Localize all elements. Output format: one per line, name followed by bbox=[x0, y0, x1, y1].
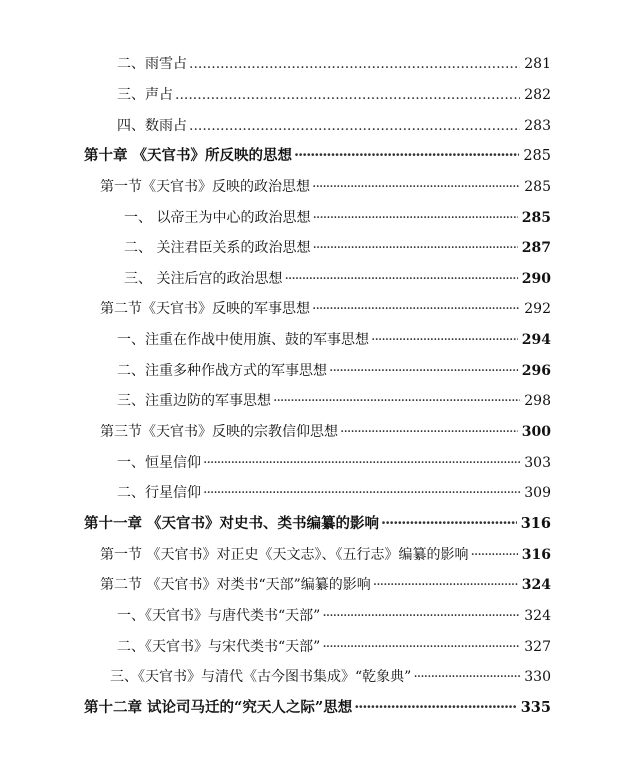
toc-entry-page: 324 bbox=[521, 577, 551, 593]
toc-entry[interactable] bbox=[117, 83, 551, 107]
toc-entry[interactable] bbox=[124, 267, 551, 291]
toc-entry-page: 324 bbox=[524, 608, 551, 624]
toc-chapter-entry[interactable] bbox=[84, 696, 551, 720]
dot-leader bbox=[175, 83, 520, 107]
toc-entry[interactable] bbox=[117, 389, 551, 413]
toc-entry-title: 一、恒星信仰 bbox=[117, 455, 201, 471]
toc-entry-title: 二、雨雪占 bbox=[117, 56, 187, 72]
toc-entry-page: 335 bbox=[520, 699, 551, 716]
toc-entry[interactable] bbox=[117, 328, 551, 352]
toc-entry-title: 第十章 《天官书》所反映的思想 bbox=[84, 147, 293, 164]
toc-section-entry[interactable] bbox=[100, 420, 551, 444]
dot-leader bbox=[312, 206, 517, 230]
dot-leader bbox=[189, 114, 520, 138]
toc-entry-title: 二、行星信仰 bbox=[117, 485, 201, 501]
dot-leader bbox=[354, 696, 516, 720]
toc-section-entry[interactable] bbox=[100, 297, 551, 321]
dot-leader bbox=[312, 236, 517, 260]
toc-entry-title: 二、《天官书》与宋代类书“天部” bbox=[117, 639, 321, 655]
toc-entry-page: 285 bbox=[521, 210, 551, 226]
dot-leader bbox=[203, 451, 520, 475]
toc-entry-title: 一、 以帝王为中心的政治思想 bbox=[124, 210, 311, 226]
toc-entry-page: 327 bbox=[524, 639, 551, 655]
toc-chapter-entry[interactable] bbox=[84, 512, 551, 536]
dot-leader bbox=[340, 420, 518, 444]
toc-entry-page: 287 bbox=[521, 240, 551, 256]
toc-entry[interactable] bbox=[124, 236, 551, 260]
toc-entry-page: 292 bbox=[524, 301, 551, 317]
toc-entry-title: 三、 关注后宫的政治思想 bbox=[124, 271, 283, 287]
toc-entry[interactable] bbox=[117, 114, 551, 138]
dot-leader bbox=[470, 543, 517, 567]
toc-entry-page: 296 bbox=[521, 363, 551, 379]
toc-entry-page: 309 bbox=[524, 485, 551, 501]
dot-leader bbox=[284, 267, 517, 291]
toc-entry-title: 第二节《天官书》反映的军事思想 bbox=[100, 301, 310, 317]
toc-entry[interactable] bbox=[117, 359, 551, 383]
toc-entry-page: 285 bbox=[523, 148, 551, 164]
toc-entry-page: 298 bbox=[524, 393, 551, 409]
toc-entry-page: 282 bbox=[524, 87, 551, 103]
toc-entry-page: 281 bbox=[524, 56, 551, 72]
toc-entry[interactable] bbox=[117, 635, 551, 659]
toc-entry-title: 三、声占 bbox=[117, 87, 173, 103]
toc-entry-title: 二、 关注君臣关系的政治思想 bbox=[124, 240, 311, 256]
toc-entry-title: 四、数雨占 bbox=[117, 118, 187, 134]
toc-entry-page: 285 bbox=[524, 179, 551, 195]
toc-entry-title: 第一节《天官书》反映的政治思想 bbox=[100, 179, 310, 195]
toc-entry-page: 283 bbox=[524, 118, 551, 134]
toc-entry-page: 300 bbox=[521, 424, 551, 440]
toc-entry-page: 294 bbox=[521, 332, 551, 348]
toc-entry[interactable] bbox=[110, 665, 551, 689]
toc-entry-title: 第一节 《天官书》对正史《天文志》、《五行志》编纂的影响 bbox=[100, 547, 469, 563]
toc-entry-page: 303 bbox=[524, 455, 551, 471]
dot-leader bbox=[312, 297, 520, 321]
dot-leader bbox=[322, 635, 520, 659]
toc-entry[interactable] bbox=[124, 206, 551, 230]
dot-leader bbox=[273, 389, 520, 413]
dot-leader bbox=[329, 359, 518, 383]
toc-entry-title: 三、《天官书》与清代《古今图书集成》“乾象典” bbox=[110, 669, 412, 685]
dot-leader bbox=[371, 328, 518, 352]
toc-section-entry[interactable] bbox=[100, 543, 551, 567]
toc-entry-title: 第二节 《天官书》对类书“天部”编纂的影响 bbox=[100, 577, 371, 593]
dot-leader bbox=[413, 665, 520, 689]
dot-leader bbox=[294, 144, 519, 168]
toc-entry-title: 一、《天官书》与唐代类书“天部” bbox=[117, 608, 321, 624]
dot-leader bbox=[203, 481, 520, 505]
dot-leader bbox=[373, 573, 518, 597]
toc-entry-title: 第十二章 试论司马迁的“究天人之际”思想 bbox=[84, 699, 353, 716]
toc-section-entry[interactable] bbox=[100, 573, 551, 597]
toc-entry-page: 290 bbox=[521, 271, 551, 287]
dot-leader bbox=[381, 512, 517, 536]
toc-entry-title: 三、注重边防的军事思想 bbox=[117, 393, 271, 409]
toc-entry-title: 第三节《天官书》反映的宗教信仰思想 bbox=[100, 424, 338, 440]
dot-leader bbox=[189, 52, 520, 76]
toc-entry-title: 一、注重在作战中使用旗、鼓的军事思想 bbox=[117, 332, 369, 348]
toc-entry-page: 330 bbox=[524, 669, 551, 685]
toc-entry-page: 316 bbox=[520, 515, 551, 532]
toc-entry[interactable] bbox=[117, 451, 551, 475]
toc-entry[interactable] bbox=[117, 52, 551, 76]
dot-leader bbox=[312, 175, 520, 199]
toc-section-entry[interactable] bbox=[100, 175, 551, 199]
toc-entry[interactable] bbox=[117, 481, 551, 505]
toc-entry-page: 316 bbox=[521, 547, 551, 563]
toc-entry-title: 第十一章 《天官书》对史书、类书编纂的影响 bbox=[84, 515, 380, 532]
toc-chapter-entry[interactable] bbox=[84, 144, 551, 168]
toc-entry-title: 二、注重多种作战方式的军事思想 bbox=[117, 363, 327, 379]
toc-entry[interactable] bbox=[117, 604, 551, 628]
dot-leader bbox=[322, 604, 520, 628]
